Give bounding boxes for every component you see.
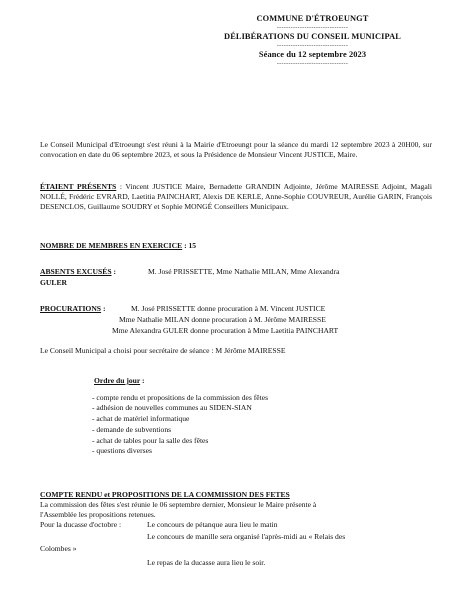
absents-line [40, 267, 116, 277]
agenda-item: - questions diverses [92, 446, 152, 456]
presents-paragraph [40, 182, 432, 213]
absents-list-continued: GULER [40, 278, 68, 287]
compte-rendu-text: La commission des fêtes s'est réunie le 06 septembre dernier, Monsieur le Maire présente à [40, 500, 317, 509]
absents-sep: : [111, 267, 116, 276]
commune-title: COMMUNE D'ÉTROEUNGT [256, 14, 369, 23]
agenda-title-row [94, 376, 268, 387]
ducasse-item: Le concours de pétanque aura lieu le matin [147, 520, 278, 529]
absents-list: M. José PRISSETTE, Mme Nathalie MILAN, Mme Alexandra [148, 267, 340, 276]
presents-label: ÉTAIENT PRÉSENTS [40, 182, 117, 191]
procuration-item: M. José PRISSETTE donne procuration à M. Vincent JUSTICE [131, 304, 326, 313]
compte-rendu-title: COMPTE RENDU et PROPOSITIONS DE LA COMMISSION DES FETES [40, 490, 290, 499]
seance-date: Séance du 12 septembre 2023 [258, 50, 367, 59]
agenda-sep: : [140, 376, 145, 385]
procuration-item: Mme Alexandra GULER donne procuration à Mme Laetitia PAINCHART [112, 326, 339, 335]
nombre-label: NOMBRE DE MEMBRES EN EXERCICE [40, 241, 183, 250]
document-header [205, 14, 420, 68]
agenda-item: - achat de matériel informatique [92, 414, 190, 424]
header-separator: ------------------------------- [276, 43, 349, 49]
absents-label: ABSENTS EXCUSÉS [40, 267, 112, 276]
procurations-line [40, 304, 105, 314]
agenda-item: - adhésion de nouvelles communes au SIDEN-SIAN [92, 403, 252, 413]
presents-list: : Vincent JUSTICE Maire, Bernadette GRANDIN Adjointe, Jérôme MAIRESSE Adjoint, Magali NOLLÉ, Frédéric EVRARD, Laetitia PAINCHART, Alexis DE KERLE, Anne-Sophie COUVREUR, Aurélie GARIN, François DESENCLOS, Guillaume SOUDRY et Sophie MONGÉ Conseillers Municipaux. [40, 182, 432, 212]
nombre-line [40, 241, 196, 251]
intro-paragraph: Le Conseil Municipal d'Etroeungt s'est réuni à la Mairie d'Etroeungt pour la séance du mardi 12 septembre 2023 à 20H00, sur convocation en date du 06 septembre 2023, et sous la Présidence de Monsieur Vincent JUSTICE, Maire. [40, 140, 432, 160]
agenda-item: - compte rendu et propositions de la commission des fêtes [92, 392, 269, 402]
agenda-item: - demande de subventions [92, 424, 172, 434]
secretaire-line: Le Conseil Municipal a choisi pour secrétaire de séance : M Jérôme MAIRESSE [40, 346, 286, 355]
header-separator: ------------------------------- [276, 61, 349, 67]
ducasse-item: Le repas de la ducasse aura lieu le soir. [147, 558, 266, 567]
deliberations-title: DÉLIBÉRATIONS DU CONSEIL MUNICIPAL [224, 32, 401, 41]
header-separator: ------------------------------- [276, 25, 349, 31]
nombre-value: : 15 [182, 241, 197, 250]
agenda-item: - achat de tables pour la salle des fêtes [92, 435, 209, 445]
ducasse-item-continued: Colombes » [40, 544, 77, 553]
procurations-label: PROCURATIONS [40, 304, 102, 313]
ducasse-item: Le concours de manille sera organisé l'après-midi au « Relais des [147, 532, 346, 541]
procuration-item: Mme Nathalie MILAN donne procuration à M. Jérôme MAIRESSE [119, 315, 326, 324]
compte-rendu-text: l'Assemblée les propositions retenues. [40, 510, 156, 519]
ducasse-label: Pour la ducasse d'octobre : [40, 520, 122, 529]
agenda [92, 376, 268, 457]
procurations-sep: : [101, 304, 106, 313]
agenda-title: Ordre du jour [94, 376, 141, 385]
